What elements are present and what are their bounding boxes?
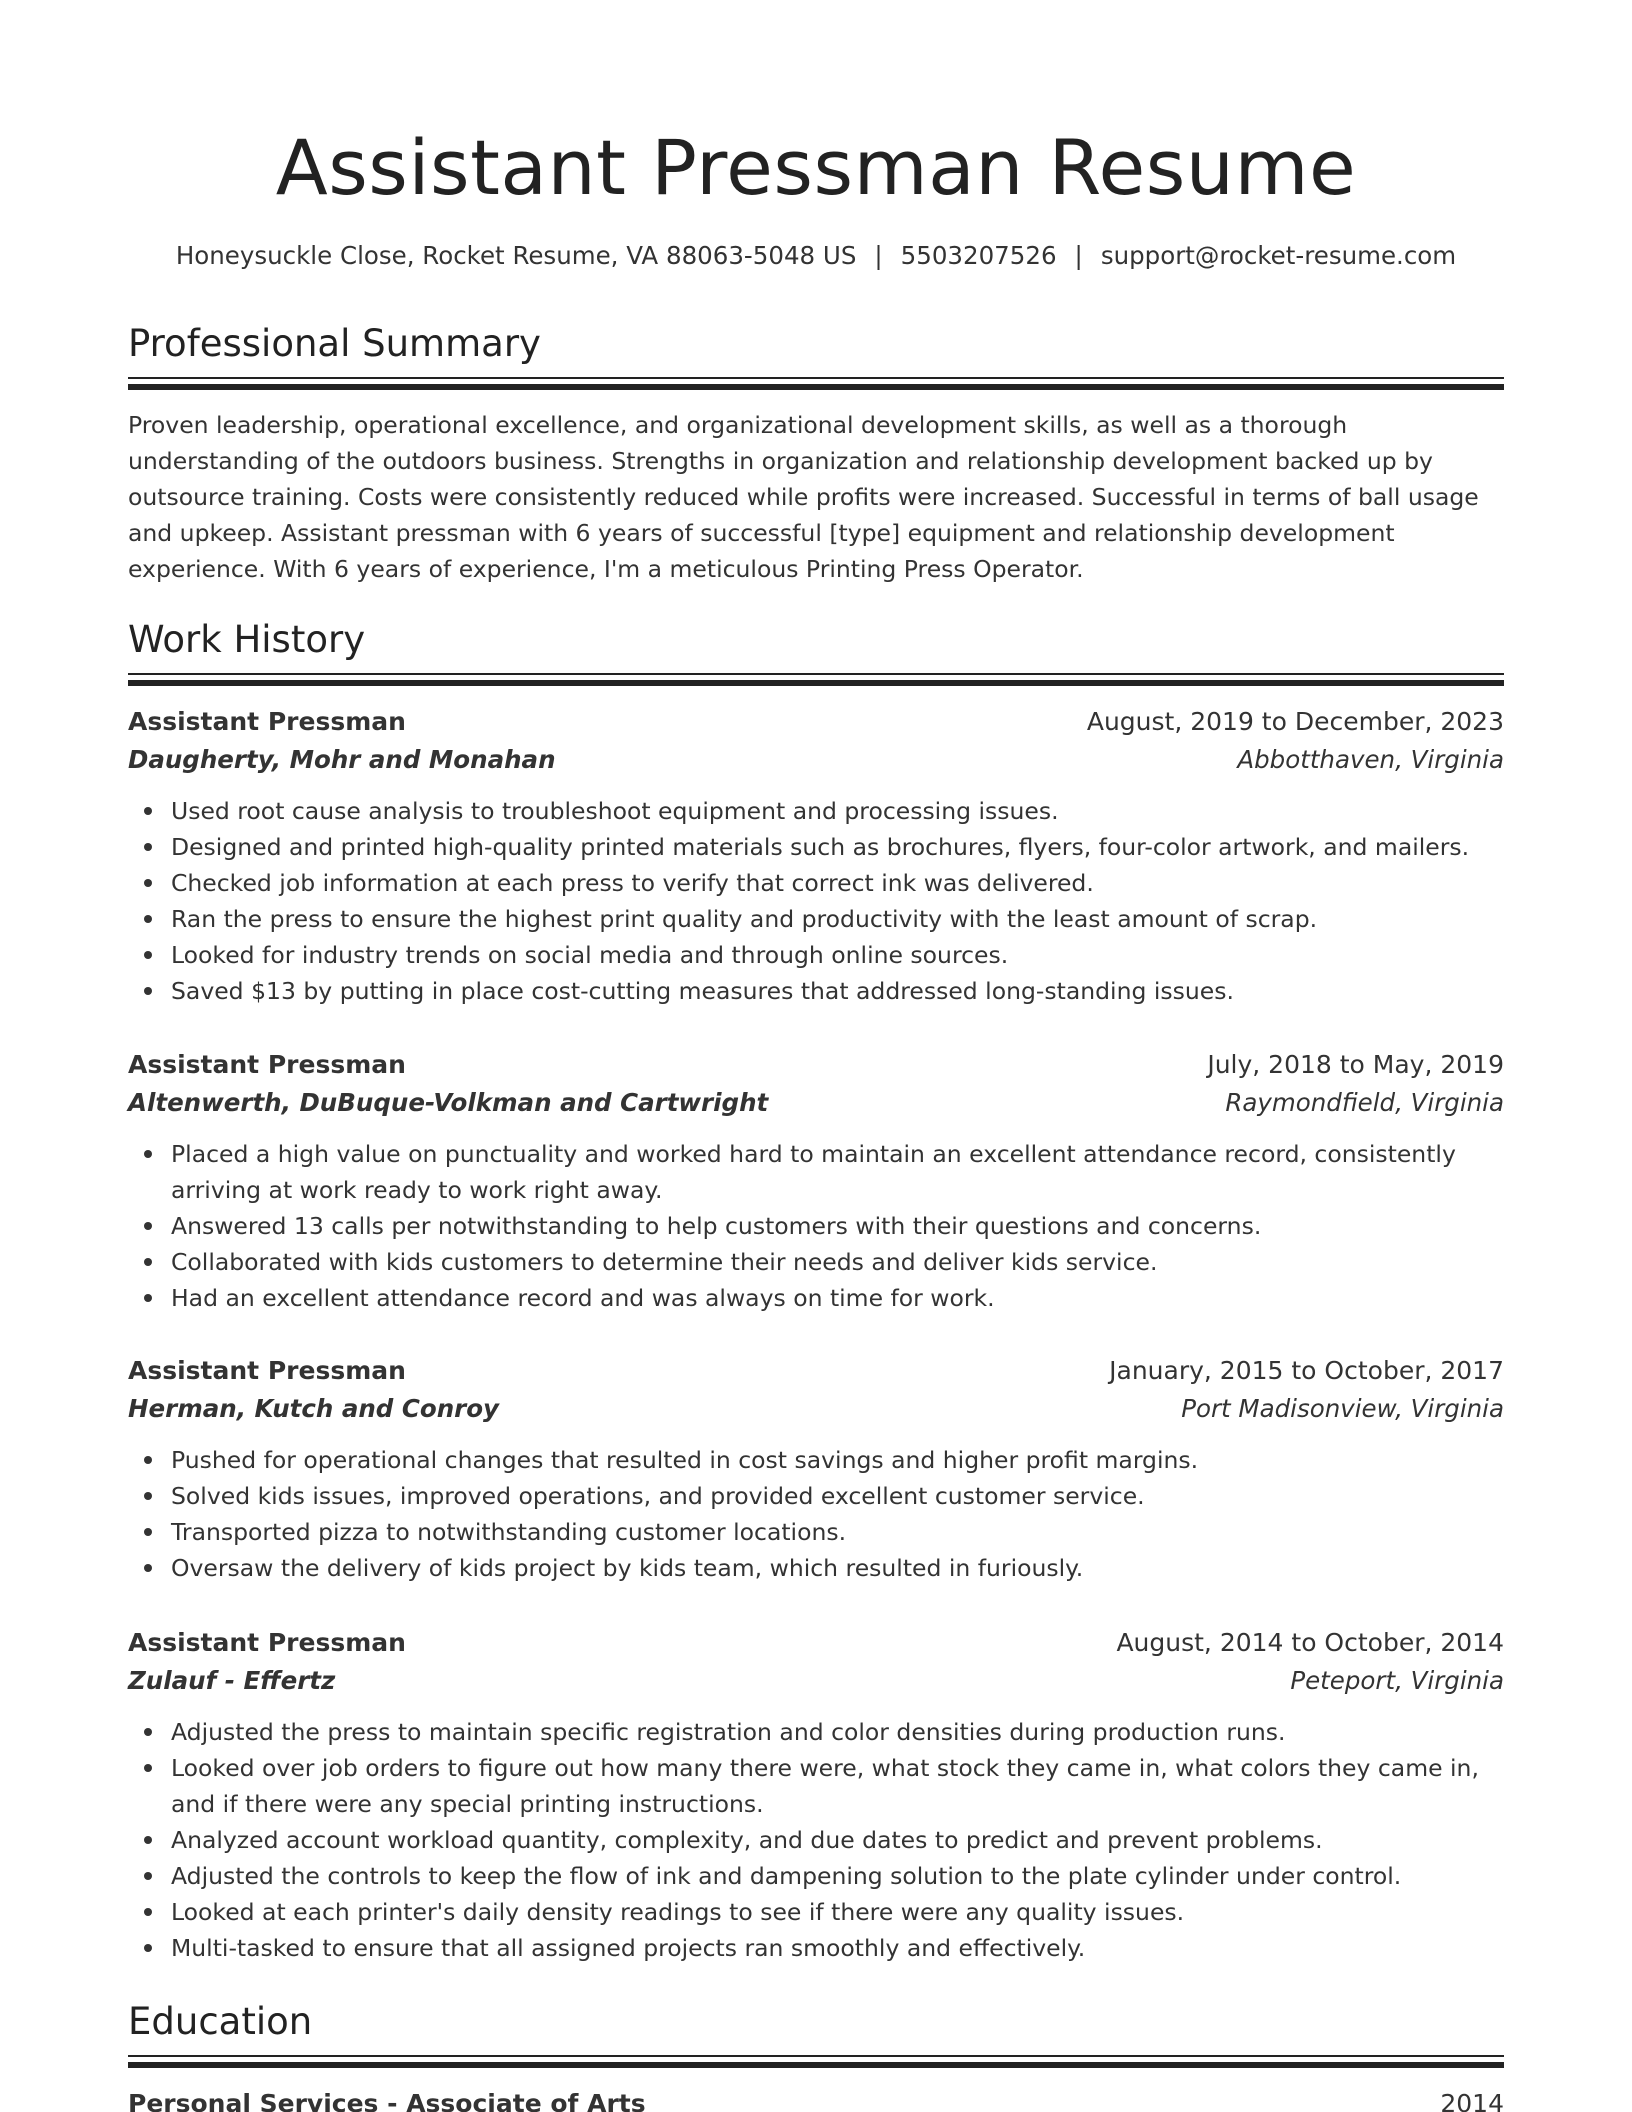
job-role: Assistant Pressman (128, 1356, 406, 1385)
job-dates: July, 2018 to May, 2019 (1207, 1050, 1504, 1079)
list-item: Ran the press to ensure the highest print quality and productivity with the least amount of scrap. (171, 901, 1504, 937)
education-degree: Personal Services - Associate of Arts (128, 2089, 646, 2112)
education-heading: Education (128, 2000, 313, 2043)
contact-line (128, 238, 1504, 274)
list-item: Collaborated with kids customers to determine their needs and deliver kids service. (171, 1244, 1504, 1280)
section-divider (128, 673, 1504, 675)
job-bullets (128, 1714, 1504, 1966)
job-bullets (128, 1136, 1504, 1316)
list-item: Transported pizza to notwithstanding customer locations. (171, 1514, 1504, 1550)
job-dates: August, 2019 to December, 2023 (1086, 707, 1504, 736)
job-entry (128, 1624, 1504, 1966)
job-location: Abbotthaven, Virginia (1237, 745, 1504, 774)
education-section-header (128, 1999, 1504, 2045)
job-entry (128, 1046, 1504, 1316)
list-item: Saved $13 by putting in place cost-cutting measures that addressed long-standing issues. (171, 973, 1504, 1009)
contact-email[interactable]: support@rocket-resume.com (1100, 241, 1457, 270)
section-divider (128, 680, 1504, 686)
list-item: Looked for industry trends on social media and through online sources. (171, 937, 1504, 973)
job-location: Peteport, Virginia (1290, 1666, 1504, 1695)
list-item: Used root cause analysis to troubleshoot equipment and processing issues. (171, 793, 1504, 829)
list-item: Multi-tasked to ensure that all assigned projects ran smoothly and effectively. (171, 1930, 1504, 1966)
job-company: Herman, Kutch and Conroy (128, 1394, 500, 1423)
list-item: Looked over job orders to figure out how many there were, what stock they came in, what colors they came in, and if there were any special printing instructions. (171, 1750, 1504, 1822)
job-role: Assistant Pressman (128, 707, 406, 736)
list-item: Checked job information at each press to verify that correct ink was delivered. (171, 865, 1504, 901)
job-company: Daugherty, Mohr and Monahan (128, 745, 556, 774)
education-entry (128, 2085, 1504, 2112)
section-divider (128, 2062, 1504, 2068)
section-divider (128, 377, 1504, 379)
list-item: Designed and printed high-quality printed materials such as brochures, flyers, four-color artwork, and mailers. (171, 829, 1504, 865)
list-item: Adjusted the press to maintain specific registration and color densities during production runs. (171, 1714, 1504, 1750)
list-item: Analyzed account workload quantity, complexity, and due dates to predict and prevent problems. (171, 1822, 1504, 1858)
list-item: Placed a high value on punctuality and worked hard to maintain an excellent attendance record, consistently arriving at work ready to work right away. (171, 1136, 1504, 1208)
contact-separator: | (1074, 241, 1083, 270)
summary-section-header (128, 321, 1504, 367)
contact-phone: 5503207526 (900, 241, 1057, 270)
job-bullets (128, 1442, 1504, 1586)
job-dates: August, 2014 to October, 2014 (1116, 1628, 1504, 1657)
list-item: Pushed for operational changes that resulted in cost savings and higher profit margins. (171, 1442, 1504, 1478)
work-section-header (128, 617, 1504, 663)
list-item: Adjusted the controls to keep the flow of ink and dampening solution to the plate cylinder under control. (171, 1858, 1504, 1894)
summary-heading: Professional Summary (128, 322, 541, 365)
job-company: Altenwerth, DuBuque-Volkman and Cartwright (128, 1088, 769, 1117)
job-entry (128, 703, 1504, 1009)
list-item: Looked at each printer's daily density readings to see if there were any quality issues. (171, 1894, 1504, 1930)
page-title: Assistant Pressman Resume (275, 123, 1357, 212)
job-location: Raymondfield, Virginia (1225, 1088, 1504, 1117)
list-item: Solved kids issues, improved operations, and provided excellent customer service. (171, 1478, 1504, 1514)
section-divider (128, 384, 1504, 390)
education-year: 2014 (1440, 2089, 1504, 2112)
job-location: Port Madisonview, Virginia (1181, 1394, 1504, 1423)
job-entry (128, 1352, 1504, 1586)
list-item: Had an excellent attendance record and was always on time for work. (171, 1280, 1504, 1316)
job-role: Assistant Pressman (128, 1050, 406, 1079)
job-bullets (128, 793, 1504, 1009)
job-company: Zulauf - Effertz (128, 1666, 336, 1695)
contact-address: Honeysuckle Close, Rocket Resume, VA 88063-5048 US (175, 241, 857, 270)
summary-text: Proven leadership, operational excellence, and organizational development skills, as well as a thorough understanding of the outdoors business. Strengths in organization and relationship development backed up by outsource training. Costs were consistently reduced while profits were increased. Successful in terms of ball usage and upkeep. Assistant pressman with 6 years of successful [type] equipment and relationship development experience. With 6 years of experience, I'm a meticulous Printing Press Operator. (128, 411, 1479, 583)
contact-separator: | (874, 241, 883, 270)
section-divider (128, 2055, 1504, 2057)
job-dates: January, 2015 to October, 2017 (1109, 1356, 1504, 1385)
work-heading: Work History (128, 618, 366, 661)
list-item: Oversaw the delivery of kids project by kids team, which resulted in furiously. (171, 1550, 1504, 1586)
list-item: Answered 13 calls per notwithstanding to help customers with their questions and concerns. (171, 1208, 1504, 1244)
job-role: Assistant Pressman (128, 1628, 406, 1657)
